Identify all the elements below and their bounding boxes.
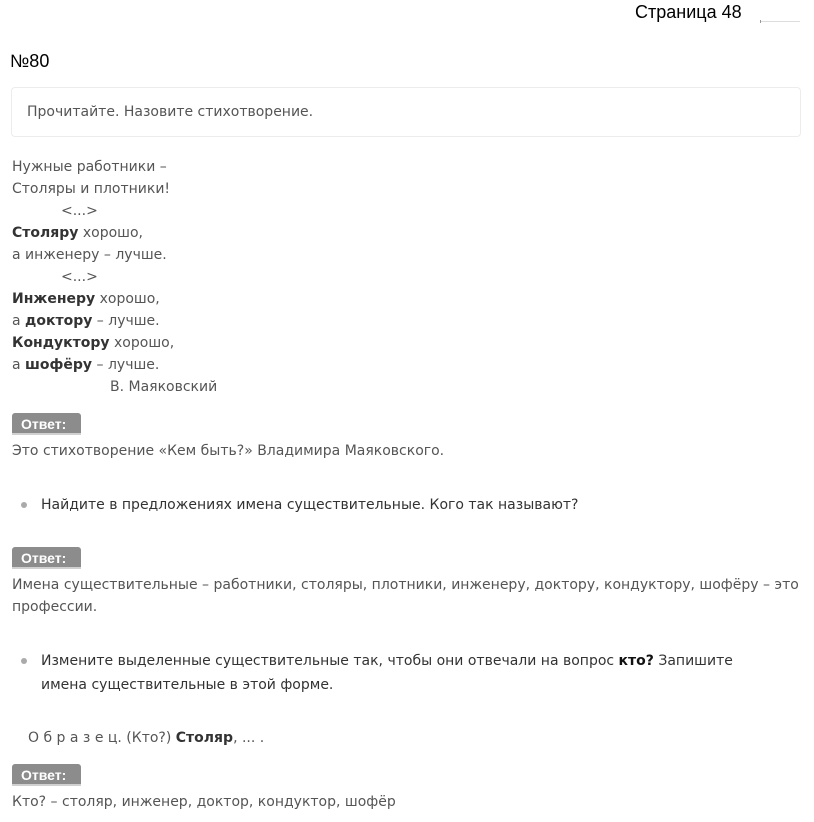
sample-text: , ... . (233, 730, 265, 746)
poem-text: хорошо, (95, 291, 160, 307)
poem-text: – лучше. (92, 313, 160, 329)
poem-text: – лучше. (92, 357, 160, 373)
answer-badge: Ответ: (12, 764, 81, 786)
highlighted-noun: Столяру (12, 225, 79, 241)
instruction-text: Прочитайте. Назовите стихотворение. (27, 104, 314, 120)
highlighted-noun: Инженеру (12, 291, 96, 307)
poem-line (12, 332, 217, 354)
sample-text: О б р а з е ц. (Кто?) (28, 730, 176, 746)
question-item (21, 493, 781, 517)
question-text-part: Измените выделенные существительные так, чтобы они отвечали на вопрос (41, 653, 619, 669)
poem-line (12, 288, 217, 310)
answer-badge: Ответ: (12, 413, 81, 435)
poem-text: а (12, 313, 26, 329)
question-text-part: Запишите имена существительные в этой форме. (41, 653, 733, 693)
poem-line (12, 310, 217, 332)
sample-line (28, 727, 264, 749)
question-text: Найдите в предложениях имена существительные. Кого так называют? (41, 497, 579, 513)
poem-text: хорошо, (78, 225, 143, 241)
text-cursor (760, 20, 761, 23)
answer-text: Кто? – столяр, инженер, доктор, кондуктор, шофёр (12, 794, 396, 810)
question-item (21, 649, 781, 697)
answer-text: Это стихотворение «Кем быть?» Владимира Маяковского. (12, 443, 445, 459)
poem-text: а (12, 357, 26, 373)
poem-line: Столяры и плотники! (12, 181, 171, 197)
instruction-box (11, 87, 801, 137)
page-number: Страница 48 (635, 2, 742, 22)
poem-line: Нужные работники – (12, 159, 167, 175)
task-number: №80 (10, 51, 50, 71)
poem-line: а инженеру – лучше. (12, 247, 167, 263)
bullet-icon (21, 502, 27, 508)
question-text (21, 649, 781, 697)
highlighted-noun: Кондуктору (12, 335, 110, 351)
bullet-icon (21, 658, 27, 664)
question-keyword: кто? (618, 653, 654, 669)
poem (12, 156, 217, 398)
page-input-underline (760, 21, 800, 22)
answer-badge: Ответ: (12, 547, 81, 569)
sample-word: Столяр (175, 730, 234, 746)
poem-line (12, 354, 217, 376)
poem-author: В. Маяковский (110, 379, 218, 395)
answer-text: Имена существительные – работники, столяры, плотники, инженеру, доктору, кондуктору, шофёру – это профессии. (12, 577, 799, 615)
poem-text: хорошо, (109, 335, 175, 351)
poem-ellipsis: <...> (61, 269, 98, 285)
highlighted-noun: шофёру (25, 357, 93, 373)
poem-ellipsis: <...> (61, 203, 98, 219)
highlighted-noun: доктору (25, 313, 93, 329)
poem-line (12, 222, 217, 244)
